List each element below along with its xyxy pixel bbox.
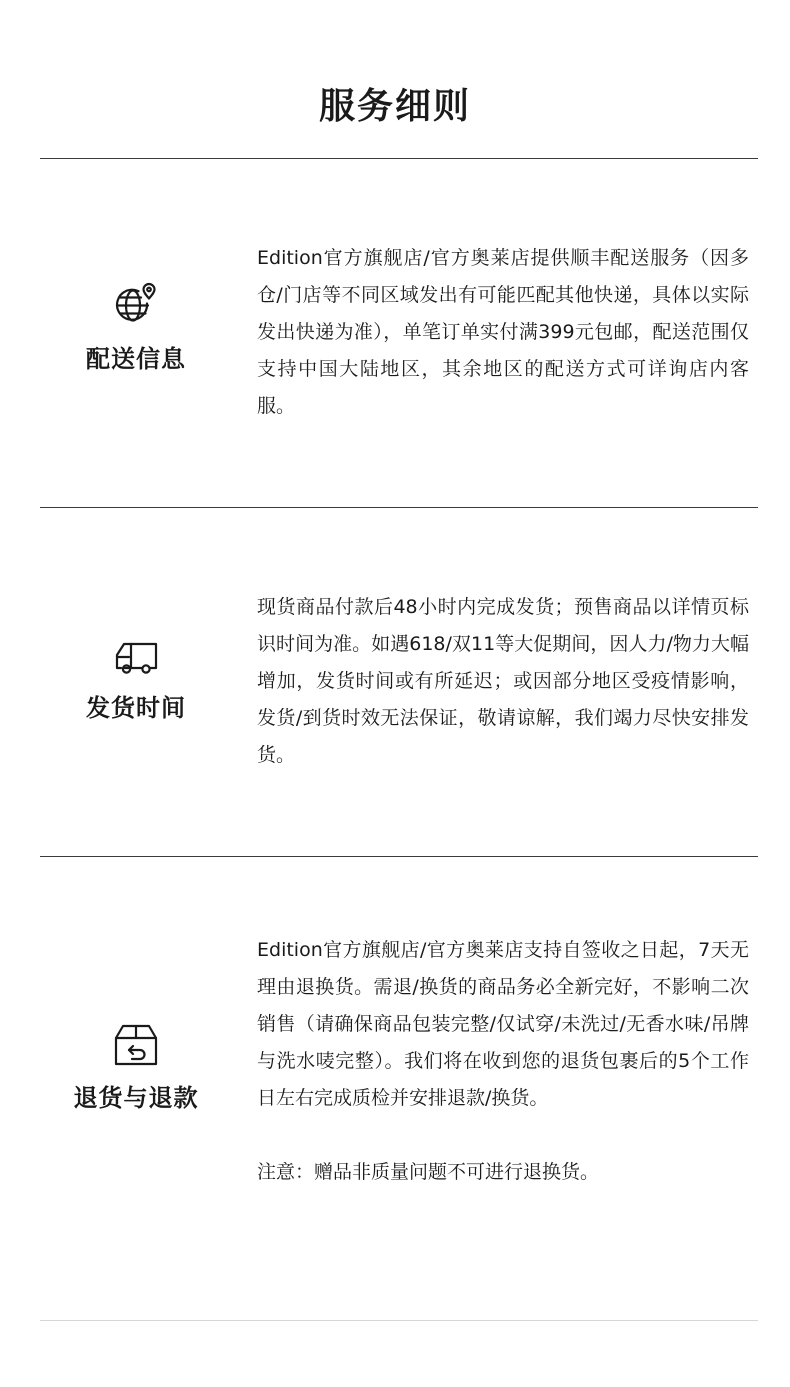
shipping-time-label: 发货时间 — [86, 694, 186, 722]
returns-text-block — [257, 932, 749, 1191]
delivery-info-label: 配送信息 — [86, 345, 186, 373]
returns-note: 注意：赠品非质量问题不可进行退换货。 — [257, 1161, 600, 1183]
page-title: 服务细则 — [318, 86, 471, 127]
shipping-time-text: 现货商品付款后48小时内完成发货；预售商品以详情页标识时间为准。如遇618/双11等大促期间，因人力/物力大幅增加，发货时间或有所延迟；或因部分地区受疫情影响，发货/到货时效无法保证，敬请谅解，我们竭力尽快安排发货。 — [257, 596, 749, 766]
delivery-truck-icon — [112, 634, 160, 678]
divider — [40, 1320, 758, 1321]
delivery-info-section — [40, 159, 758, 507]
returns-heading — [40, 1022, 232, 1113]
delivery-info-heading — [40, 281, 232, 374]
returns-label: 退货与退款 — [73, 1084, 199, 1112]
shipping-time-section — [40, 508, 758, 856]
returns-text: Edition官方旗舰店/官方奥莱店支持自签收之日起，7天无理由退换货。需退/换货的商品务必全新完好，不影响二次销售（请确保商品包装完整/仅试穿/未洗过/无香水味/吊牌与洗水唛完整）。我们将在收到您的退货包裹后的5个工作日左右完成质检并安排退款/换货。 — [257, 939, 749, 1109]
return-box-icon — [112, 1022, 160, 1068]
shipping-time-heading — [40, 634, 232, 723]
returns-section — [40, 857, 758, 1320]
delivery-info-text: Edition官方旗舰店/官方奥莱店提供顺丰配送服务（因多仓/门店等不同区域发出有可能匹配其他快递，具体以实际发出快递为准），单笔订单实付满399元包邮，配送范围仅支持中国大陆地区，其余地区的配送方式可详询店内客服。 — [257, 247, 749, 417]
globe-location-icon — [112, 281, 160, 329]
